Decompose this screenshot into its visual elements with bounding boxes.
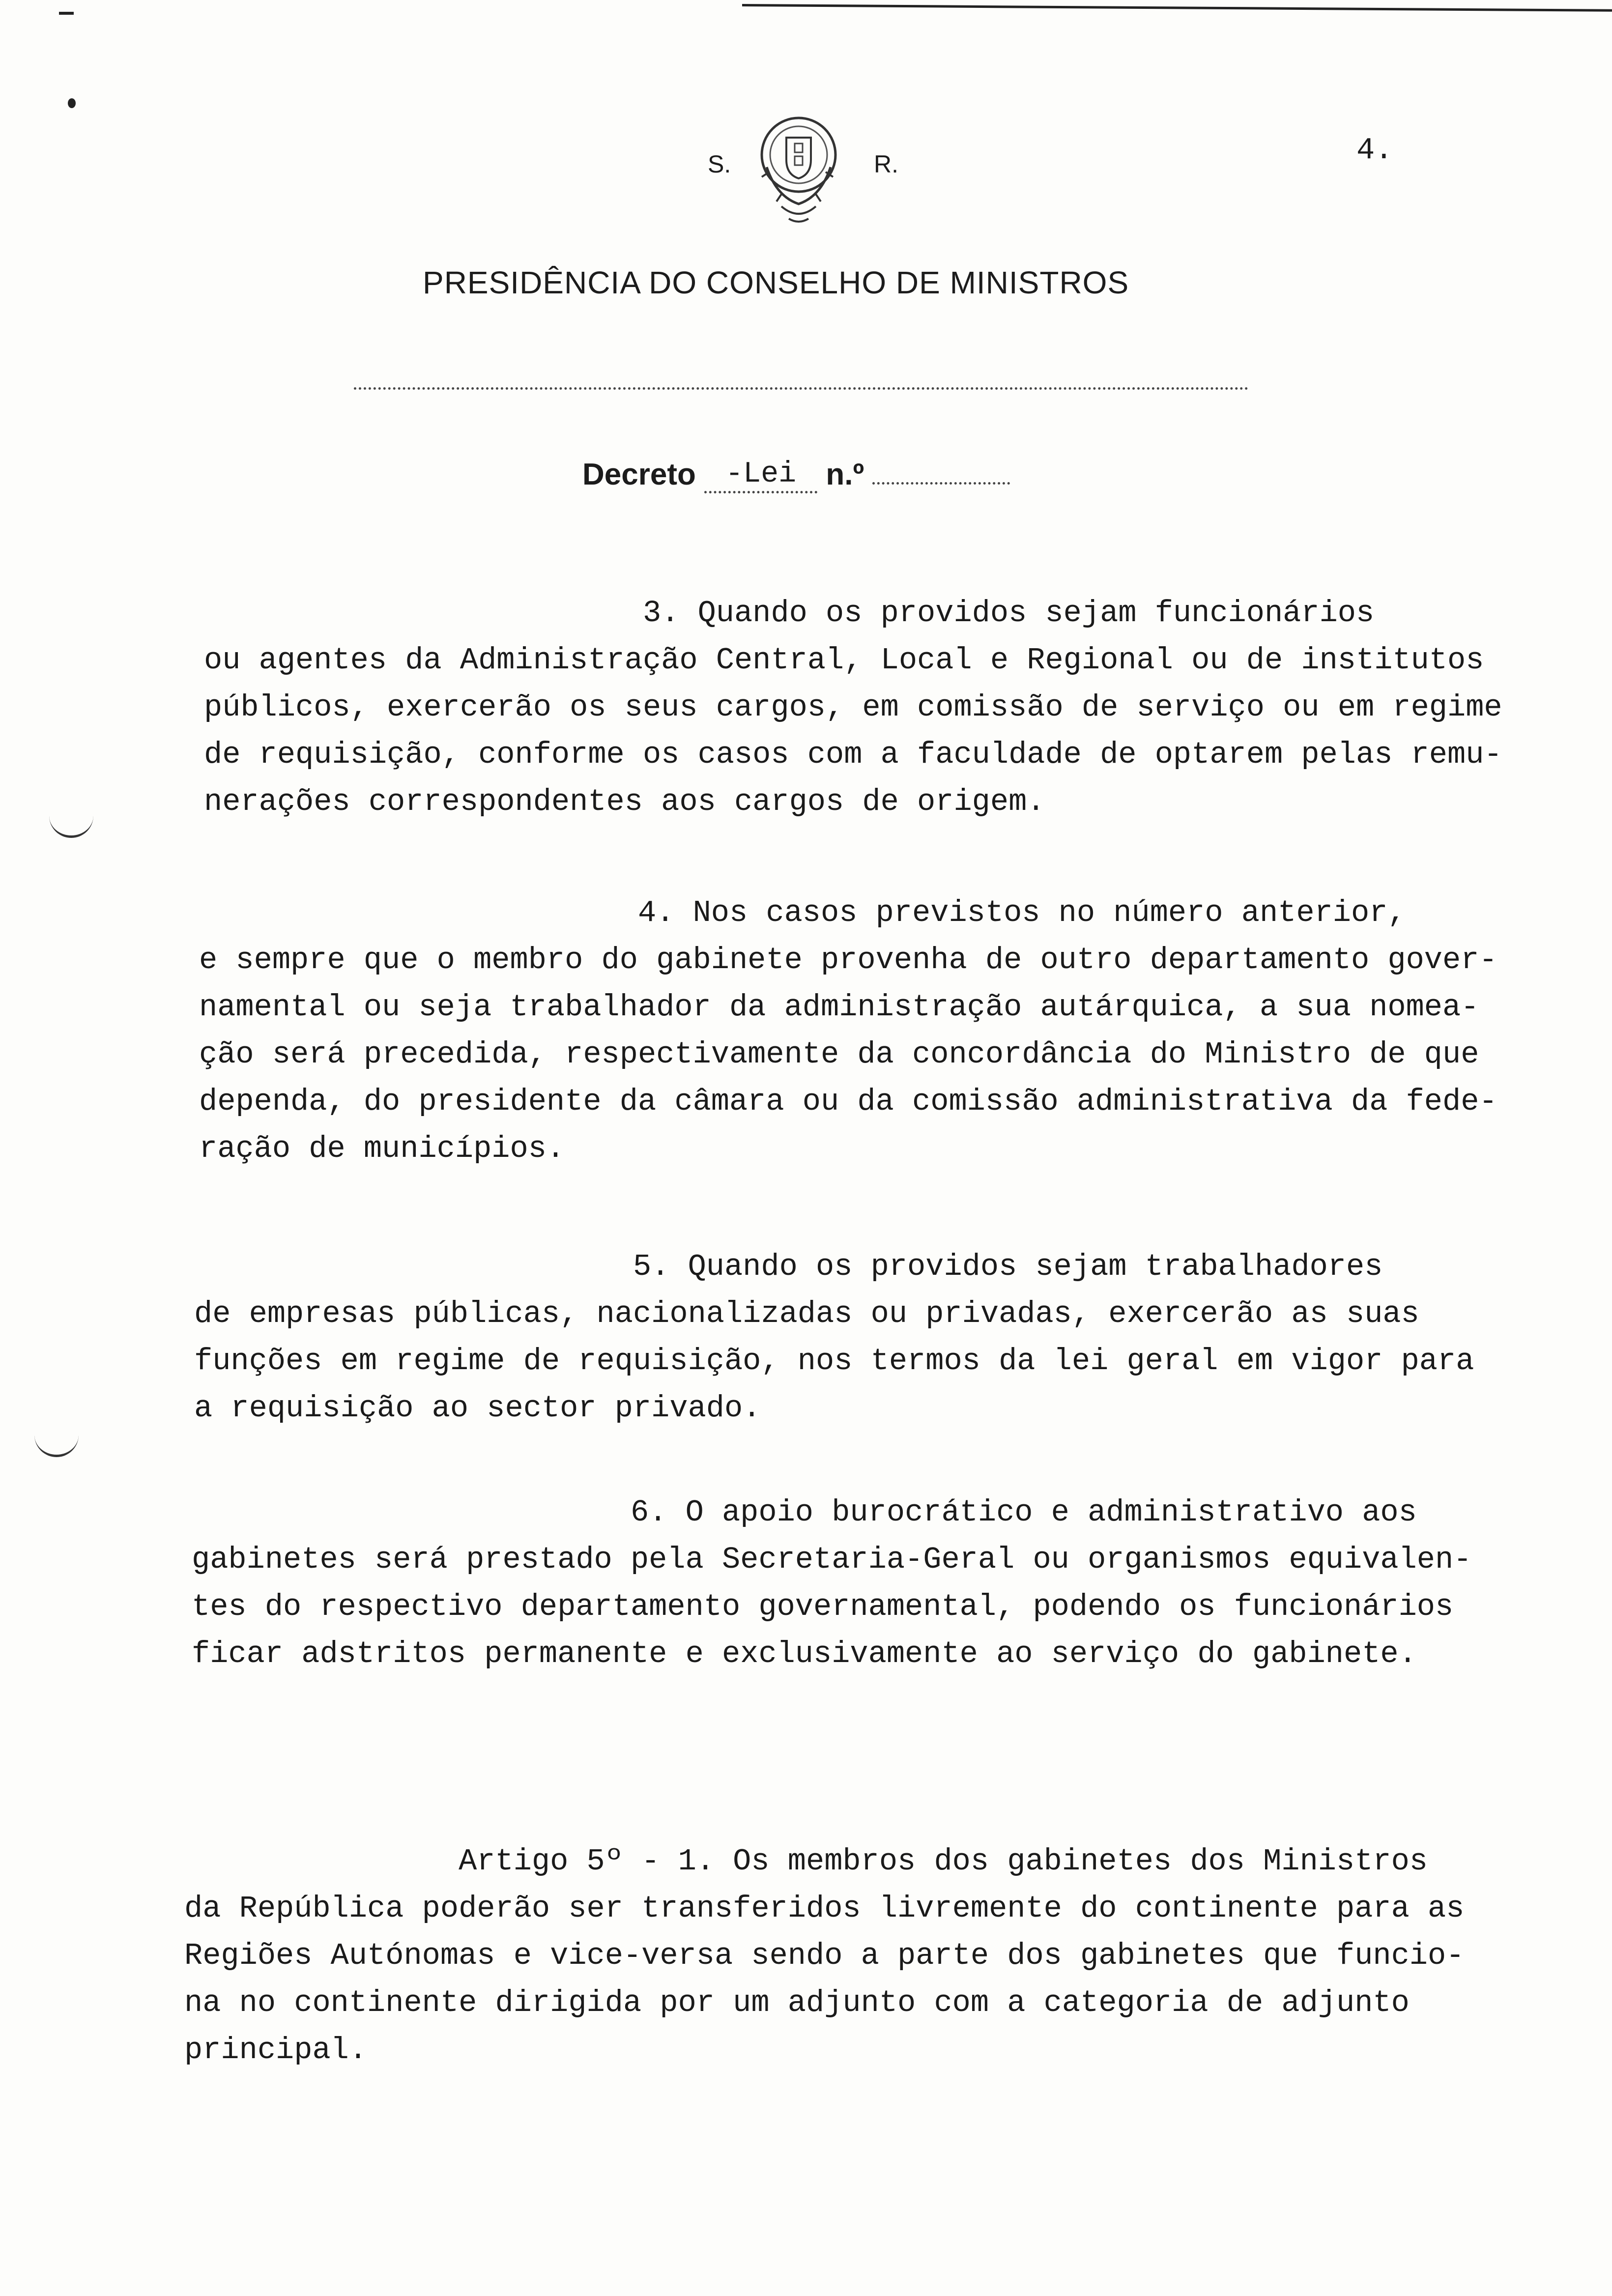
text-line: de empresas públicas, nacionalizadas ou privadas, exercerão as suas: [194, 1296, 1419, 1331]
text-line: Artigo 5º - 1. Os membros dos gabinetes dos Ministros: [184, 1844, 1428, 1879]
text-line: principal.: [184, 2033, 368, 2067]
text-line: de requisição, conforme os casos com a faculdade de optarem pelas remu-: [204, 737, 1502, 772]
text-line: públicos, exercerão os seus cargos, em comissão de serviço ou em regime: [204, 690, 1502, 725]
decree-number-label: n.º: [826, 458, 864, 491]
decree-line: [582, 457, 1010, 496]
scan-dot: [68, 98, 76, 108]
text-line: 3. Quando os providos sejam funcionários: [204, 596, 1375, 631]
text-line: a requisição ao sector privado.: [194, 1391, 761, 1426]
seal-right-letter: R.: [874, 150, 898, 178]
decree-type: -Lei: [704, 458, 817, 493]
text-line: nerações correspondentes aos cargos de origem.: [204, 784, 1045, 819]
margin-mark: [34, 1435, 79, 1457]
ministry-heading: PRESIDÊNCIA DO CONSELHO DE MINISTROS: [423, 265, 1129, 300]
margin-mark: [49, 816, 93, 838]
text-line: na no continente dirigida por um adjunto com a categoria de adjunto: [184, 1985, 1410, 2020]
text-line: dependa, do presidente da câmara ou da comissão administrativa da fede-: [199, 1084, 1497, 1119]
text-line: ração de municípios.: [199, 1131, 565, 1166]
scan-mark: [59, 12, 74, 15]
text-line: 6. O apoio burocrático e administrativo aos: [192, 1495, 1417, 1530]
paragraph-4: [199, 890, 1497, 1173]
text-line: e sempre que o membro do gabinete provenha de outro departamento gover-: [199, 943, 1497, 977]
coat-of-arms-seal: [747, 108, 850, 231]
seal-left-letter: S.: [708, 150, 731, 178]
text-line: funções em regime de requisição, nos termos da lei geral em vigor para: [194, 1344, 1474, 1378]
article-5: [184, 1838, 1464, 2074]
text-line: da República poderão ser transferidos livremente do continente para as: [184, 1891, 1465, 1926]
text-line: ou agentes da Administração Central, Local e Regional ou de institutos: [204, 643, 1484, 678]
text-line: gabinetes será prestado pela Secretaria-Geral ou organismos equivalen-: [192, 1542, 1472, 1577]
text-line: ficar adstritos permanente e exclusivamente ao serviço do gabinete.: [192, 1636, 1417, 1671]
text-line: 4. Nos casos previstos no número anterior,: [199, 895, 1406, 930]
text-line: namental ou seja trabalhador da administração autárquica, a sua nomea-: [199, 990, 1479, 1025]
top-rule: [742, 4, 1612, 12]
text-line: Regiões Autónomas e vice-versa sendo a parte dos gabinetes que funcio-: [184, 1938, 1465, 1973]
paragraph-6: [192, 1489, 1471, 1678]
decree-label: Decreto: [582, 458, 696, 491]
decree-number-blank: [872, 467, 1010, 485]
text-line: 5. Quando os providos sejam trabalhadores: [194, 1249, 1383, 1284]
text-line: ção será precedida, respectivamente da concordância do Ministro de que: [199, 1037, 1479, 1072]
paragraph-3: [204, 590, 1502, 826]
text-line: tes do respectivo departamento governamental, podendo os funcionários: [192, 1589, 1454, 1624]
paragraph-5: [194, 1243, 1474, 1432]
page-number: 4.: [1356, 133, 1393, 168]
header-dotted-line: [354, 387, 1248, 390]
